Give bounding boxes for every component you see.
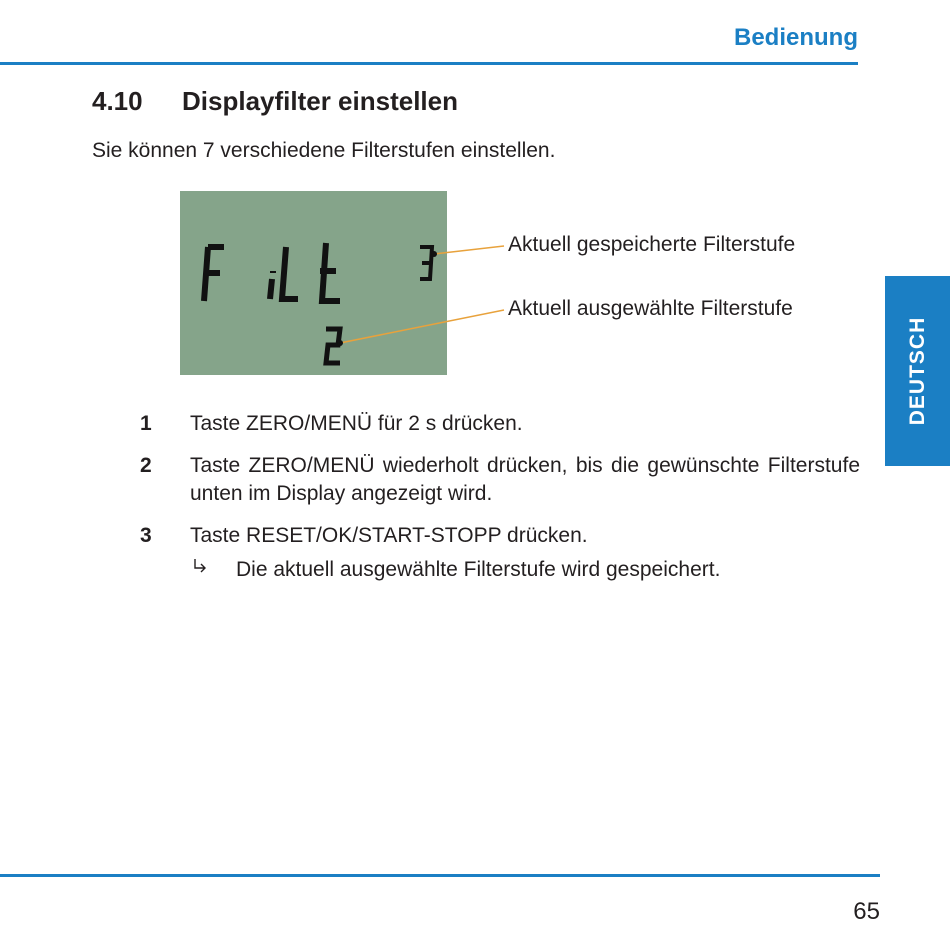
callout-stored-level: Aktuell gespeicherte Filterstufe (508, 233, 796, 256)
lcd-display-illustration (180, 191, 447, 375)
section-title: Displayfilter einstellen (182, 86, 458, 116)
step-number: 3 (140, 524, 152, 547)
footer-divider (0, 874, 880, 877)
step-text: Taste RESET/OK/START-STOPP drücken. (190, 524, 588, 547)
result-line (190, 556, 860, 586)
step-text: Taste ZERO/MENÜ wiederholt drücken, bis die gewünschte Filterstufe unten im Display angezeigt wird. (190, 454, 860, 505)
running-header: Bedienung (734, 24, 858, 51)
step-item (140, 522, 860, 550)
page-number: 65 (853, 898, 880, 925)
result-text: Die aktuell ausgewählte Filterstufe wird gespeichert. (236, 558, 721, 581)
section-number: 4.10 (92, 86, 143, 116)
intro-text: Sie können 7 verschiedene Filterstufen einstellen. (92, 139, 556, 162)
callout-selected-level: Aktuell ausgewählte Filterstufe (508, 297, 793, 320)
step-number: 2 (140, 454, 152, 477)
section-heading (92, 86, 458, 117)
step-number: 1 (140, 412, 152, 435)
step-list (140, 410, 860, 586)
language-tab-label: DEUTSCH (905, 316, 929, 426)
header-divider (0, 62, 858, 65)
lcd-segments (180, 191, 447, 375)
step-text: Taste ZERO/MENÜ für 2 s drücken. (190, 412, 523, 435)
step-item (140, 452, 860, 508)
step-item (140, 410, 860, 438)
language-tab (885, 276, 950, 466)
result-arrow-icon (190, 556, 236, 586)
result-arrow-glyph (190, 556, 212, 578)
